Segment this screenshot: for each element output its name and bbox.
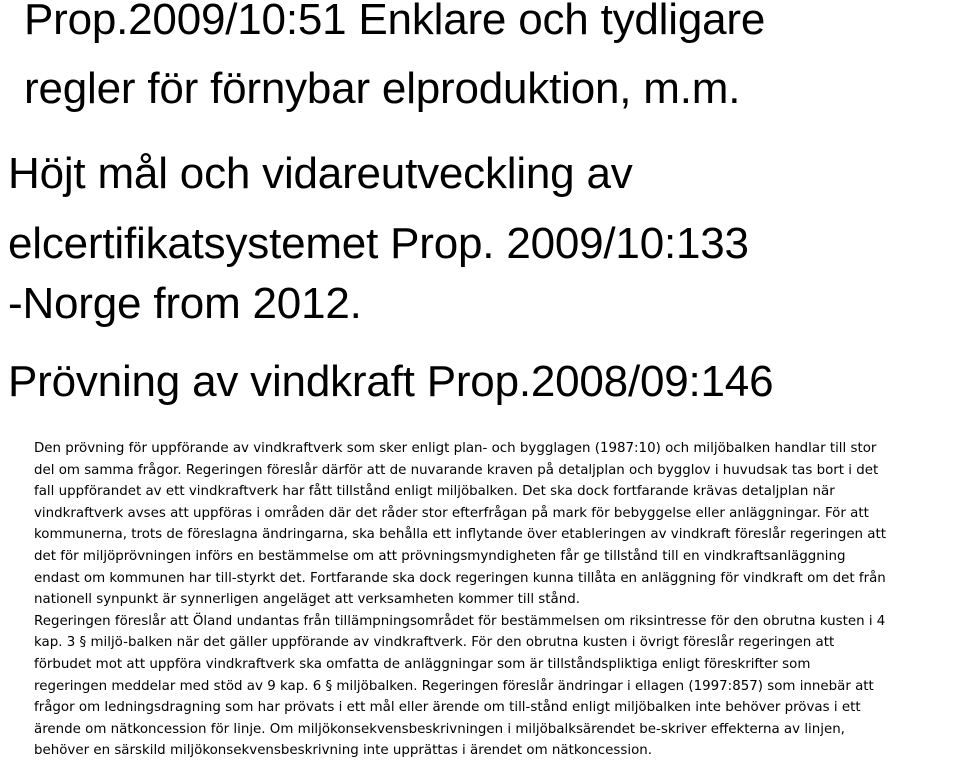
body-paragraph [34,438,954,762]
paragraph-line: regeringen meddelar med stöd av 9 kap. 6 § miljöbalken. Regeringen föreslår ändringar i ellagen (1997:857) som innebär att [34,678,874,694]
paragraph-line: vindkraftverk avses att uppföras i områden där det råder stor efterfrågan på mark för bebyggelse eller anläggningar. För att [34,505,869,521]
paragraph-line: endast om kommunen har till-styrkt det. Fortfarande ska dock regeringen kunna tillåta en anläggning för vindkraft om det från [34,570,886,586]
paragraph-line: Den prövning för uppförande av vindkraftverk som sker enligt plan- och bygglagen (1987:10) och miljöbalken handlar till stor [34,441,877,456]
heading-line-4: elcertifikatsystemet Prop. 2009/10:133 [8,219,749,268]
paragraph-line: del om samma frågor. Regeringen föreslår därför att de nuvarande kraven på detaljplan och bygglov i huvudsak tas bort i det [34,462,879,478]
paragraph-line: Regeringen föreslår att Öland undantas från tillämpningsområdet för bestämmelsen om riksintresse för den obrutna kusten i 4 [34,613,886,629]
heading-line-5: -Norge from 2012. [8,279,362,328]
paragraph-line: kommunerna, trots de föreslagna ändringarna, ska behålla ett inflytande över etableringen av vindkraft föreslår regeringen att [34,527,887,543]
paragraph-line: kap. 3 § miljö-balken när det gäller uppförande av vindkraftverk. För den obrutna kusten i övrigt föreslår regeringen att [34,635,835,651]
paragraph-line: nationell synpunkt är synnerligen angeläget att verksamheten kommer till stånd. [34,592,580,608]
paragraph-line: förbudet mot att uppföra vindkraftverk ska omfatta de anläggningar som är tillståndspliktiga enligt föreskrifter som [34,656,811,672]
paragraph-line: frågor om ledningsdragning som har prövats i ett mål eller ärende om till-stånd enligt miljöbalken inte behöver prövas i ett [34,700,861,716]
paragraph-line: det för miljöprövningen införs en bestämmelse om att prövningsmyndigheten får ge tillstånd till en vindkraftsanläggning [34,548,846,564]
heading-line-3: Höjt mål och vidareutveckling av [8,149,633,198]
paragraph-line: fall uppförandet av ett vindkraftverk har fått tillstånd enligt miljöbalken. Det ska dock fortfarande krävas detaljplan när [34,484,835,500]
heading-line-2: regler för förnybar elproduktion, m.m. [24,64,741,113]
paragraph-line: ärende om nätkoncession för linje. Om miljökonsekvensbeskrivningen i miljöbalksärendet be-skriver effekterna av linjen, [34,721,845,737]
heading-line-1: Prop.2009/10:51 Enklare och tydligare [24,0,766,44]
paragraph-line: behöver en särskild miljökonsekvensbeskrivning inte upprättas i ärendet om nätkoncession. [34,743,653,759]
heading-line-6: Prövning av vindkraft Prop.2008/09:146 [8,357,774,406]
